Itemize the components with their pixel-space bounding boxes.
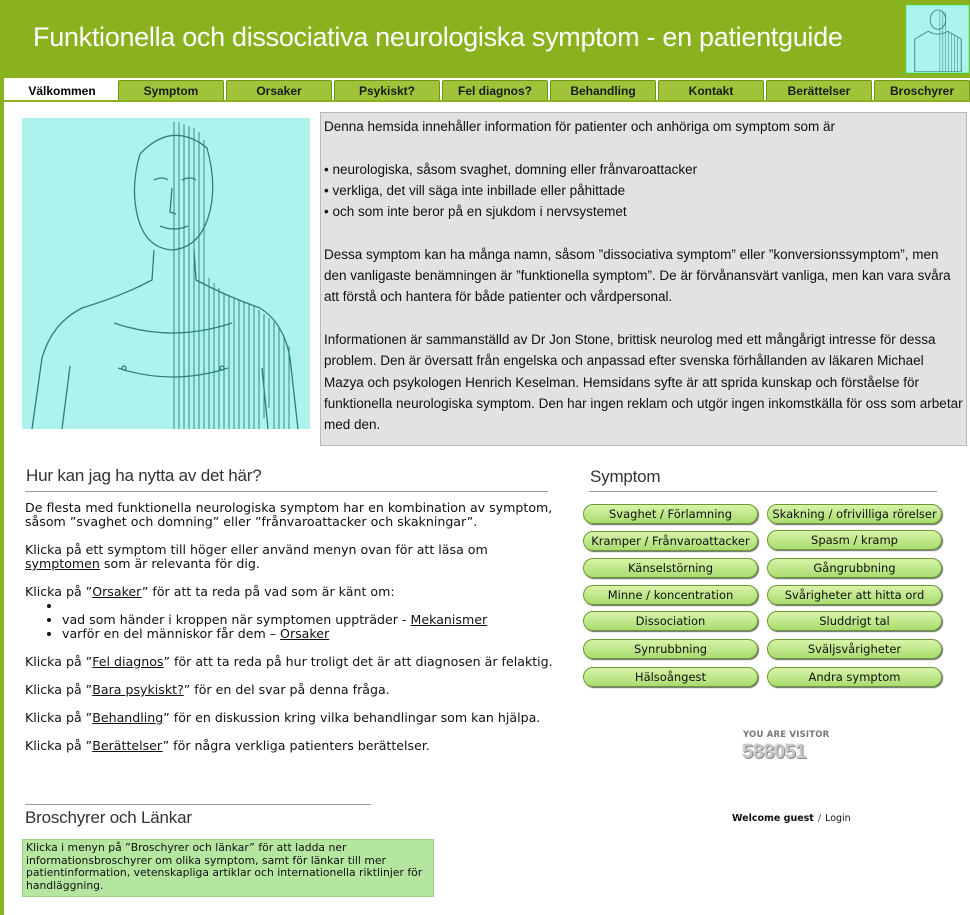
paragraph: Klicka på ”Orsaker” för att ta reda på vad som är känt om:	[25, 584, 395, 599]
symptom-button-svaljsvarigheter[interactable]: Sväljsvårigheter	[767, 639, 942, 659]
list-item: • vad som händer i kroppen när symptomen uppträder - Mekanismer	[62, 613, 555, 627]
symptom-button-halsoangest[interactable]: Hälsoångest	[583, 667, 758, 687]
brochures-section-divider	[25, 804, 371, 805]
intro-paragraph: Informationen är sammanställd av Dr Jon Stone, brittisk neurolog med ett mångårigt intresse för dessa problem. Den är översatt från engelska och anpassad efter svenska förhållanden av läkaren Michael Mazya och psykologen Henrich Keselman. Hemsidans syfte är att sprida kunskap och förståelse för funktionella neurologiska symptom. Den har ingen reklam och utgör ingen inkomstkälla för oss som arbetar med den.	[324, 331, 963, 433]
paragraph: De flesta med funktionella neurologiska symptom har en kombination av symptom, såsom ”svaghet och domning” eller ”frånvaroattacker och skakningar”.	[25, 500, 553, 529]
symptom-button-sluddrigt-tal[interactable]: Sluddrigt tal	[767, 611, 942, 631]
tab-psykiskt[interactable]: Psykiskt?	[334, 80, 440, 101]
link-bara-psykiskt[interactable]: Bara psykiskt?	[92, 682, 184, 697]
main-section-title: Hur kan jag ha nytta av det här?	[26, 466, 262, 485]
tab-valkommen[interactable]: Välkommen	[9, 79, 115, 101]
link-symptomen[interactable]: symptomen	[25, 556, 100, 571]
account-bar	[732, 813, 851, 824]
symptom-section-divider	[589, 491, 937, 492]
anatomy-figure-illustration	[22, 118, 310, 429]
brochures-note: Klicka i menyn på ”Broschyrer och länkar” för att ladda ner informationsbroschyrer om olika symptom, samt för länkar till mer patientinformation, vetenskapliga artiklar och internationella riktlinjer för handläggning.	[22, 839, 434, 897]
symptom-button-spasm[interactable]: Spasm / kramp	[767, 530, 942, 550]
intro-paragraph: Denna hemsida innehåller information för patienter och anhöriga om symptom som är	[324, 119, 836, 134]
symptom-button-kramper[interactable]: Kramper / Frånvaroattacker	[583, 531, 758, 551]
intro-list	[324, 159, 963, 223]
link-fel-diagnos[interactable]: Fel diagnos	[92, 654, 164, 669]
anatomy-figure-icon[interactable]	[906, 5, 969, 73]
symptom-button-dissociation[interactable]: Dissociation	[583, 611, 758, 631]
intro-paragraph: Dessa symptom kan ha många namn, såsom ”dissociativa symptom” eller ”konversionssymptom”, men den vanligaste benämningen är ”funktionella symptom”. De är förvånansvärt vanliga, men kan vara svåra att förstå och hantera för både patienter och vårdpersonal.	[324, 246, 951, 305]
intro-panel	[320, 112, 967, 446]
site-header	[0, 0, 970, 78]
paragraph: Klicka på ”Berättelser” för några verkliga patienters berättelser.	[25, 738, 430, 753]
paragraph: Klicka på ”Behandling” för en diskussion kring vilka behandlingar som kan hjälpa.	[25, 710, 541, 725]
login-link[interactable]: Login	[825, 813, 851, 824]
tab-orsaker[interactable]: Orsaker	[226, 80, 332, 101]
tab-behandling[interactable]: Behandling	[550, 80, 656, 101]
tab-symptom[interactable]: Symptom	[118, 80, 224, 101]
list-item: • varför en del människor får dem – Orsaker	[62, 627, 555, 641]
symptom-button-kanselstorning[interactable]: Känselstörning	[583, 558, 758, 578]
tab-berattelser[interactable]: Berättelser	[766, 80, 872, 101]
main-navigation	[9, 80, 970, 101]
link-mekanismer[interactable]: Mekanismer	[410, 612, 488, 627]
intro-list-item: • neurologiska, såsom svaghet, domning eller frånvaroattacker	[324, 159, 963, 180]
main-section-divider	[25, 491, 548, 492]
tab-kontakt[interactable]: Kontakt	[658, 80, 764, 101]
orsaker-list	[62, 599, 555, 641]
symptom-button-hitta-ord[interactable]: Svårigheter att hitta ord	[767, 585, 942, 605]
symptom-button-gangrubbning[interactable]: Gångrubbning	[767, 558, 942, 578]
symptom-button-svaghet[interactable]: Svaghet / Förlamning	[583, 504, 758, 524]
list-item	[62, 599, 555, 613]
left-edge-bar	[0, 0, 4, 915]
intro-list-item: • verkliga, det vill säga inte inbillade eller påhittade	[324, 180, 963, 201]
link-behandling[interactable]: Behandling	[92, 710, 164, 725]
paragraph: Klicka på ett symptom till höger eller använd menyn ovan för att läsa om symptomen som är relevanta för dig.	[25, 542, 488, 571]
symptom-button-andra[interactable]: Andra symptom	[767, 667, 942, 687]
separator: /	[817, 813, 822, 824]
main-content	[25, 501, 555, 767]
tab-broschyrer[interactable]: Broschyrer	[874, 80, 970, 101]
link-orsaker[interactable]: Orsaker	[92, 584, 142, 599]
visitor-label: YOU ARE VISITOR	[743, 730, 830, 740]
symptom-section-title: Symptom	[590, 467, 661, 486]
brochures-section-title: Broschyrer och Länkar	[25, 808, 192, 827]
symptom-button-minne[interactable]: Minne / koncentration	[583, 585, 758, 605]
visitor-counter: 588051	[742, 741, 806, 763]
welcome-text: Welcome guest	[732, 813, 814, 824]
link-berattelser[interactable]: Berättelser	[92, 738, 163, 753]
link-orsaker-list[interactable]: Orsaker	[280, 626, 330, 641]
symptom-button-skakning[interactable]: Skakning / ofrivilliga rörelser	[767, 504, 942, 524]
intro-list-item: • och som inte beror på en sjukdom i nervsystemet	[324, 201, 963, 222]
tab-fel-diagnos[interactable]: Fel diagnos?	[442, 80, 548, 101]
nav-underline	[0, 100, 970, 102]
paragraph: Klicka på ”Bara psykiskt?” för en del svar på denna fråga.	[25, 682, 390, 697]
paragraph: Klicka på ”Fel diagnos” för att ta reda på hur troligt det är att diagnosen är felaktig.	[25, 654, 553, 669]
symptom-button-synrubbning[interactable]: Synrubbning	[583, 639, 758, 659]
site-title: Funktionella och dissociativa neurologiska symptom - en patientguide	[33, 22, 843, 52]
